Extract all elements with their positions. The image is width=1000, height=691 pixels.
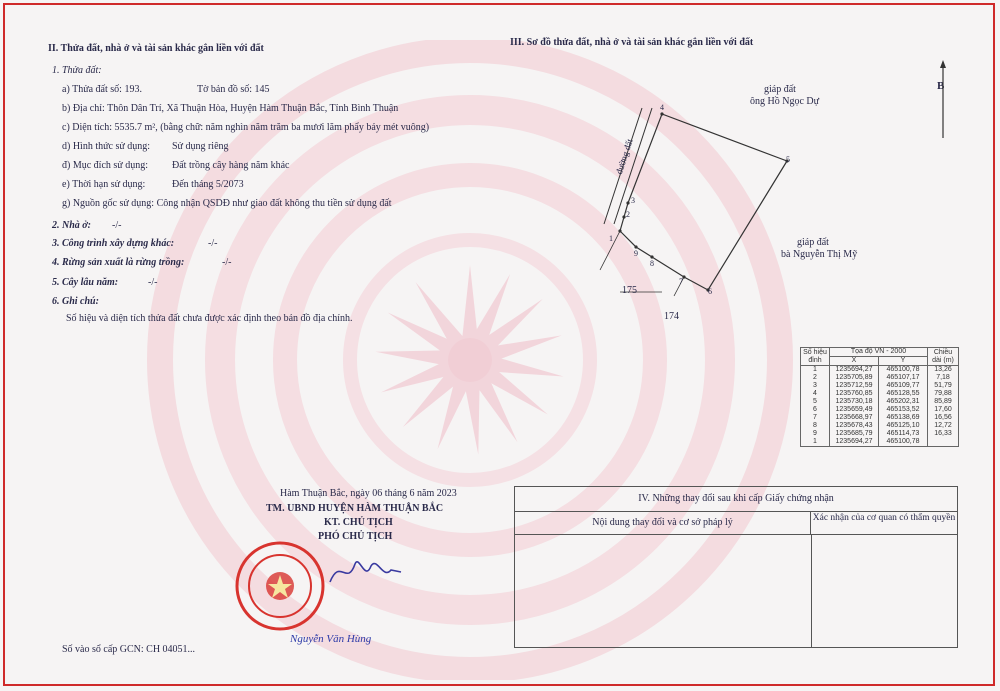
coordinates-table: [800, 347, 959, 447]
north-arrow-icon: [936, 60, 950, 140]
signer-name: Nguyễn Văn Hùng: [290, 633, 372, 645]
table-row: 4 1235760,85 465128,55 79,88: [801, 390, 959, 398]
col-x: X: [830, 357, 879, 366]
usage-term-label: e) Thời hạn sử dụng:: [62, 179, 146, 190]
map-sheet-number: Tờ bản đồ số: 145: [197, 84, 270, 95]
other-construction-label: 3. Công trình xây dựng khác:: [52, 238, 175, 249]
area: c) Diện tích: 5535.7 m², (bằng chữ: năm nghìn năm trăm ba mươi lăm phẩy bảy mét vuông): [62, 122, 430, 133]
col-point: Số hiệu đỉnh: [801, 348, 830, 366]
vertex-9: 9: [634, 249, 638, 258]
on-behalf-of: KT. CHỦ TỊCH: [324, 517, 393, 528]
table-row: 1 1235694,27 465100,78: [801, 438, 959, 447]
parcel-174: 174: [664, 311, 679, 322]
road-label: đường đất: [613, 137, 635, 176]
place-date: Hàm Thuận Bắc, ngày 06 tháng 6 năm 2023: [280, 488, 457, 499]
usage-form-value: Sử dụng riêng: [172, 141, 229, 152]
issuing-org: TM. UBND HUYỆN HÀM THUẬN BẮC: [266, 503, 444, 514]
neighbor-north-name: ông Hồ Ngọc Dự: [750, 96, 820, 107]
table-row: 8 1235678,43 465125,10 12,72: [801, 422, 959, 430]
note-label: 6. Ghi chú:: [52, 296, 99, 307]
vertex-8: 8: [650, 259, 654, 268]
table-row: 3 1235712,59 465109,77 51,79: [801, 382, 959, 390]
other-construction-value: -/-: [208, 238, 218, 249]
usage-term-value: Đến tháng 5/2073: [172, 179, 244, 190]
section2-heading: II. Thửa đất, nhà ở và tài sản khác gắn liền với đất: [48, 43, 264, 54]
table-row: 5 1235730,18 465202,31 85,89: [801, 398, 959, 406]
land-subheading: 1. Thửa đất:: [52, 65, 102, 76]
vertex-5: 5: [786, 155, 790, 164]
north-label: B: [937, 80, 945, 92]
perennial-label: 5. Cây lâu năm:: [52, 277, 119, 288]
parcel-number: a) Thửa đất số: 193.: [62, 84, 142, 95]
changes-table: [514, 486, 958, 648]
column-divider: [811, 535, 812, 647]
parcel-175: 175: [622, 285, 637, 296]
neighbor-east-name: bà Nguyễn Thị Mỹ: [781, 249, 858, 260]
vertex-2: 2: [626, 210, 630, 219]
forest-label: 4. Rừng sản xuất là rừng trồng:: [52, 257, 185, 268]
address: b) Địa chỉ: Thôn Dân Trí, Xã Thuận Hòa, Huyện Hàm Thuận Bắc, Tỉnh Bình Thuận: [62, 103, 399, 114]
usage-purpose-label: đ) Mục đích sử dụng:: [62, 160, 148, 171]
usage-origin: g) Nguồn gốc sử dụng: Công nhận QSDĐ như giao đất không thu tiền sử dụng đất: [62, 198, 392, 209]
vertex-3: 3: [631, 196, 635, 205]
forest-value: -/-: [222, 257, 232, 268]
changes-content-header: Nội dung thay đổi và cơ sở pháp lý: [515, 511, 811, 535]
neighbor-east-label: giáp đất: [797, 237, 829, 248]
col-length: Chiều dài (m): [928, 348, 959, 366]
col-system: Tọa độ VN - 2000: [830, 348, 928, 357]
section4-heading: IV. Những thay đổi sau khi cấp Giấy chứng nhận: [515, 487, 957, 512]
note-text: Số hiệu và diện tích thửa đất chưa được xác định theo bản đồ địa chính.: [66, 313, 353, 324]
vertex-7: 7: [679, 277, 683, 286]
neighbor-north-label: giáp đất: [764, 84, 796, 95]
vertex-1: 1: [609, 234, 613, 243]
signature-scribble: [325, 552, 405, 592]
usage-form-label: d) Hình thức sử dụng:: [62, 141, 151, 152]
house-label: 2. Nhà ở:: [52, 220, 91, 231]
vertex-4: 4: [660, 103, 664, 112]
table-row: 7 1235668,97 465138,69 16,56: [801, 414, 959, 422]
col-y: Y: [879, 357, 928, 366]
table-row: 6 1235659,49 465153,52 17,60: [801, 406, 959, 414]
changes-confirm-header: Xác nhận của cơ quan có thẩm quyền: [811, 511, 957, 535]
vertex-6: 6: [708, 287, 712, 296]
section3-heading: III. Sơ đồ thửa đất, nhà ở và tài sản khác gắn liền với đất: [510, 37, 754, 48]
table-row: 2 1235705,89 465107,17 7,18: [801, 374, 959, 382]
table-row: 9 1235685,79 465114,73 16,33: [801, 430, 959, 438]
table-row: 1 1235694,27 465100,78 13,26: [801, 366, 959, 375]
perennial-value: -/-: [148, 277, 158, 288]
gcn-record-number: Số vào sổ cấp GCN: CH 04051...: [62, 644, 196, 655]
house-value: -/-: [112, 220, 122, 231]
usage-purpose-value: Đất trồng cây hàng năm khác: [172, 160, 290, 171]
signer-role: PHÓ CHỦ TỊCH: [318, 531, 393, 542]
official-stamp: [234, 540, 326, 632]
